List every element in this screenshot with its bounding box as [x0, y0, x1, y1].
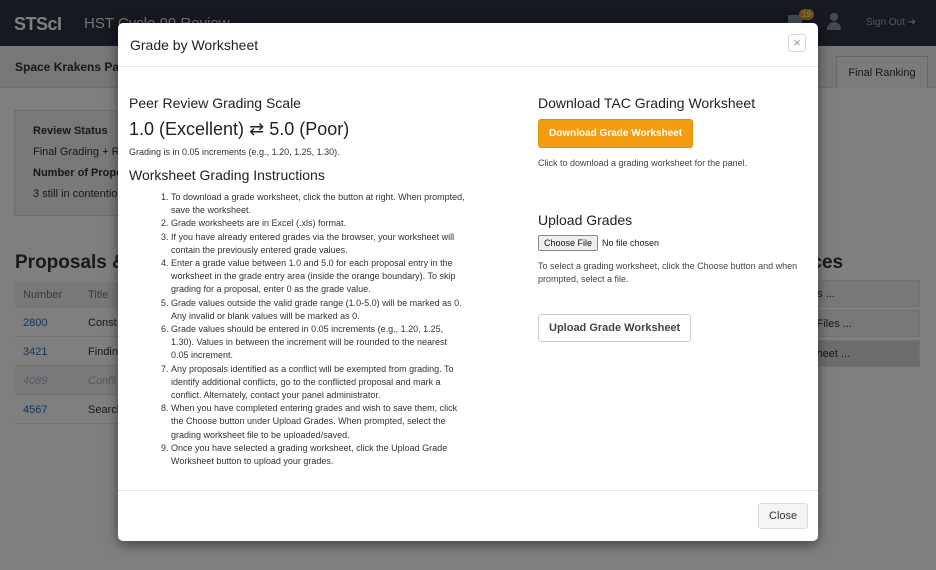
- grading-scale-range: [129, 119, 479, 140]
- close-icon[interactable]: ×: [788, 34, 806, 52]
- file-status: No file chosen: [602, 238, 660, 248]
- scale-low: 1.0 (Excellent): [129, 119, 245, 139]
- file-input[interactable]: [538, 235, 798, 251]
- download-heading: Download TAC Grading Worksheet: [538, 95, 756, 111]
- scale-high: 5.0 (Poor): [269, 119, 350, 139]
- modal-footer: [118, 490, 818, 541]
- instructions-list: [129, 191, 467, 468]
- upload-note: To select a grading worksheet, click the Choose button and when prompted, select a file.: [538, 261, 798, 284]
- upload-grade-worksheet-button[interactable]: Upload Grade Worksheet: [538, 314, 691, 342]
- instructions-column: [129, 95, 479, 468]
- grading-scale-heading: Peer Review Grading Scale: [129, 95, 301, 111]
- close-button[interactable]: Close: [758, 503, 808, 529]
- grading-scale-note: Grading is in 0.05 increments (e.g., 1.20, 1.25, 1.30).: [129, 147, 340, 157]
- instruction-item: 7. Any proposals identified as a conflict will be exempted from grading. To identify additional conflicts, go to the conflicted proposal and mark a conflict. Alternately, contact your panel administrator.: [171, 363, 467, 403]
- choose-file-button[interactable]: Choose File: [538, 235, 598, 251]
- download-grade-worksheet-button[interactable]: Download Grade Worksheet: [538, 119, 693, 148]
- modal-header: [118, 23, 818, 67]
- instruction-item: 9. Once you have selected a grading worksheet, click the Upload Grade Worksheet button to upload your grades.: [171, 442, 467, 468]
- upload-heading: Upload Grades: [538, 212, 633, 228]
- grade-by-worksheet-modal: [118, 23, 818, 541]
- actions-column: [538, 95, 798, 342]
- instruction-item: 8. When you have completed entering grades and wish to save them, click the Choose button under Upload Grades. When prompted, select the grading worksheet file to be uploaded/saved.: [171, 402, 467, 442]
- modal-title: Grade by Worksheet: [130, 37, 259, 53]
- instruction-item: 1. To download a grade worksheet, click the button at right. When prompted, save the worksheet.: [171, 191, 467, 217]
- instruction-item: 2. Grade worksheets are in Excel (.xls) format.: [171, 217, 467, 230]
- swap-arrow-icon: ⇄: [249, 119, 265, 139]
- instruction-item: 5. Grade values outside the valid grade range (1.0-5.0) will be marked as 0. Any invalid or blank values will be marked as 0.: [171, 297, 467, 323]
- instruction-item: 3. If you have already entered grades via the browser, your worksheet will contain the previously entered grade values.: [171, 231, 467, 257]
- instruction-item: 6. Grade values should be entered in 0.05 increments (e.g., 1.20, 1.25, 1.30). Values in between the increment will be rounded to the nearest 0.05 increment.: [171, 323, 467, 363]
- instruction-item: 4. Enter a grade value between 1.0 and 5.0 for each proposal entry in the worksheet in the grade entry area (inside the orange boundary). To skip grading for a proposal, enter 0 as the grade value.: [171, 257, 467, 297]
- download-note: Click to download a grading worksheet for the panel.: [538, 158, 748, 168]
- instructions-heading: Worksheet Grading Instructions: [129, 167, 325, 183]
